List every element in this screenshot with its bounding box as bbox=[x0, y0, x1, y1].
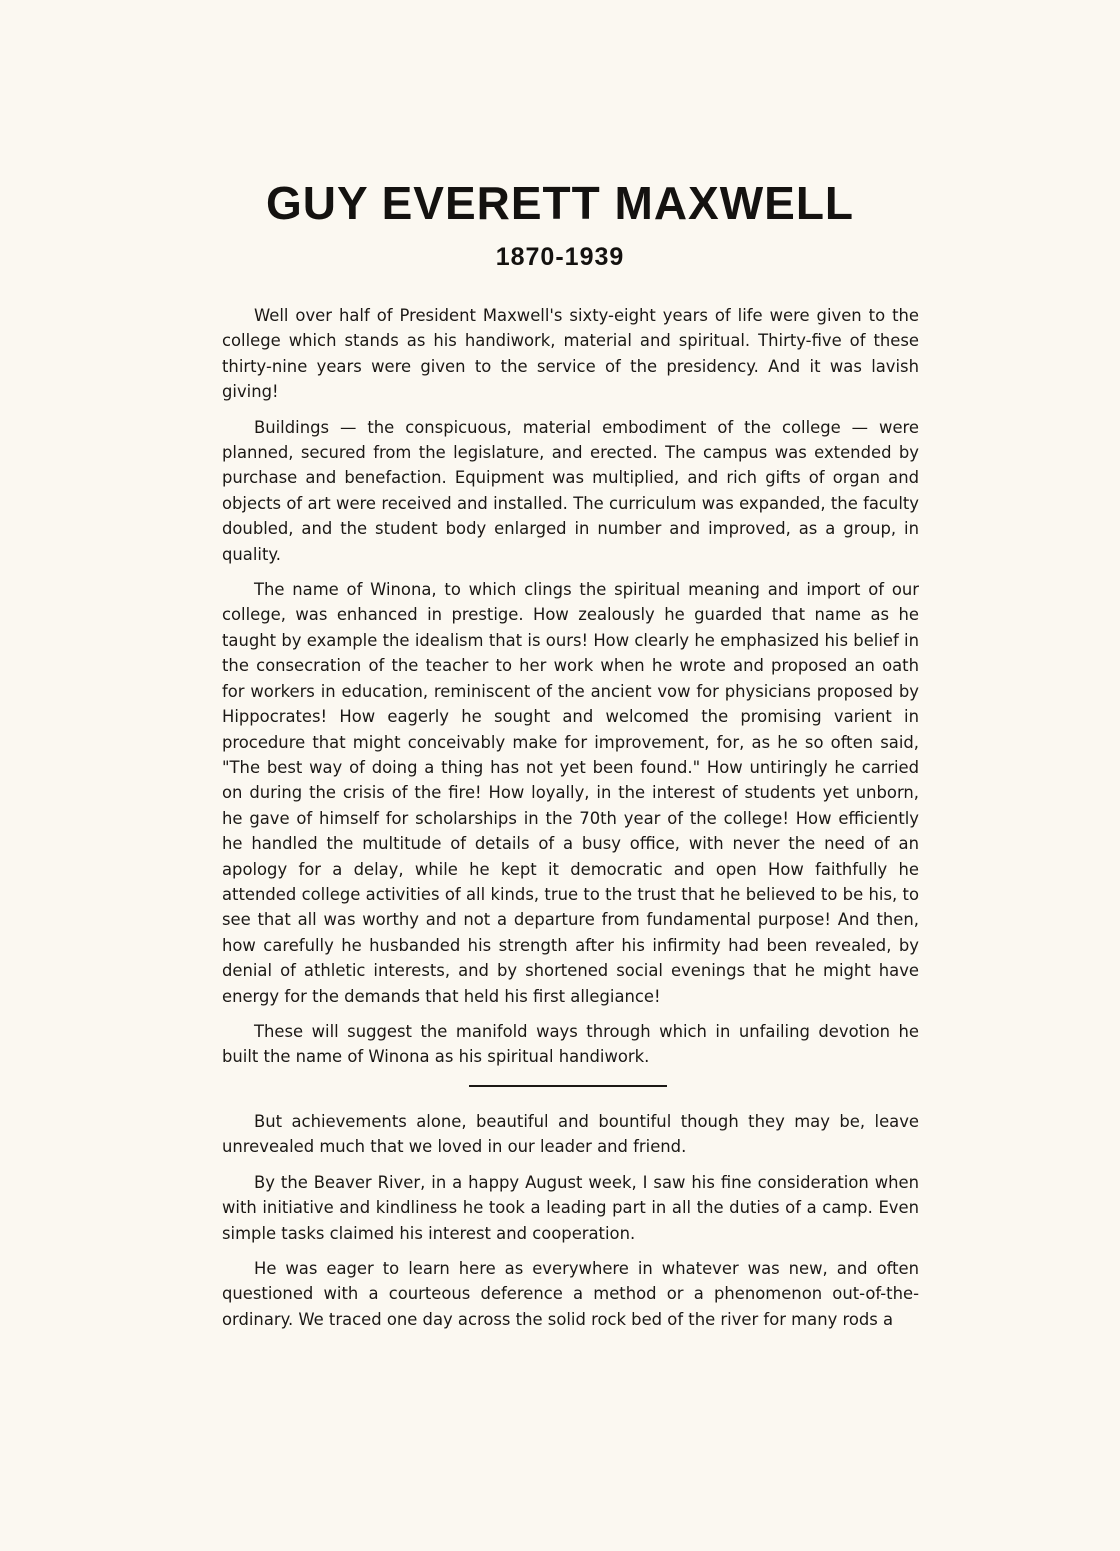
tribute-section-personal bbox=[222, 1109, 919, 1342]
tribute-section-achievements bbox=[222, 303, 919, 1080]
paragraph: By the Beaver River, in a happy August week, I saw his fine consideration when with initiative and kindliness he took a leading part in all the duties of a camp. Even simple tasks claimed his interest and cooperation. bbox=[222, 1172, 919, 1243]
paragraph: He was eager to learn here as everywhere in whatever was new, and often questioned with a courteous deference a method or a phenomenon out-of-the-ordinary. We traced one day across the solid rock bed of the river for many rods a bbox=[222, 1259, 919, 1329]
life-years: 1870-1939 bbox=[495, 243, 625, 271]
paragraph: These will suggest the manifold ways through which in unfailing devotion he built the name of Winona as his spiritual handiwork. bbox=[222, 1021, 919, 1067]
paragraph: The name of Winona, to which clings the spiritual meaning and import of our college, was enhanced in prestige. How zealously he guarded that name as he taught by example the idealism that is ours! How clearly he emphasized his belief in the consecration of the teacher to her work when he wrote and proposed an oath for workers in education, reminiscent of the ancient vow for physicians proposed by Hippocrates! How eagerly he sought and welcomed the promising varient in procedure that might conceivably make for improvement, for, as he so often said, "The best way of doing a thing has not yet been found." How untiringly he carried on during the crisis of the fire! How loyally, in the interest of students yet unborn, he gave of himself for scholarships in the 70th year of the college! How efficiently he handled the multitude of details of a busy office, with never the need of an apology for a delay, while he kept it democratic and open How faithfully he attended college activities of all kinds, true to the trust that he believed to be his, to see that all was worthy and not a departure from fundamental purpose! And then, how carefully he husbanded his strength after his infirmity had been revealed, by denial of athletic interests, and by shortened social evenings that he might have energy for the demands that held his first allegiance! bbox=[222, 580, 919, 1006]
paragraph: But achievements alone, beautiful and bountiful though they may be, leave unrevealed much that we loved in our leader and friend. bbox=[222, 1112, 919, 1157]
paragraph: Well over half of President Maxwell's sixty-eight years of life were given to the college which stands as his handiwork, material and spiritual. Thirty-five of these thirty-nine years were given to the service of the presidency. And it was lavish giving! bbox=[222, 306, 919, 402]
section-divider bbox=[469, 1085, 667, 1087]
page-title: GUY EVERETT MAXWELL bbox=[265, 177, 855, 229]
paragraph: Buildings — the conspicuous, material embodiment of the college — were planned, secured from the legislature, and erected. The campus was extended by purchase and benefaction. Equipment was multiplied, and rich gifts of organ and objects of art were received and installed. The curriculum was expanded, the faculty doubled, and the student body enlarged in number and improved, as a group, in quality. bbox=[222, 417, 919, 564]
